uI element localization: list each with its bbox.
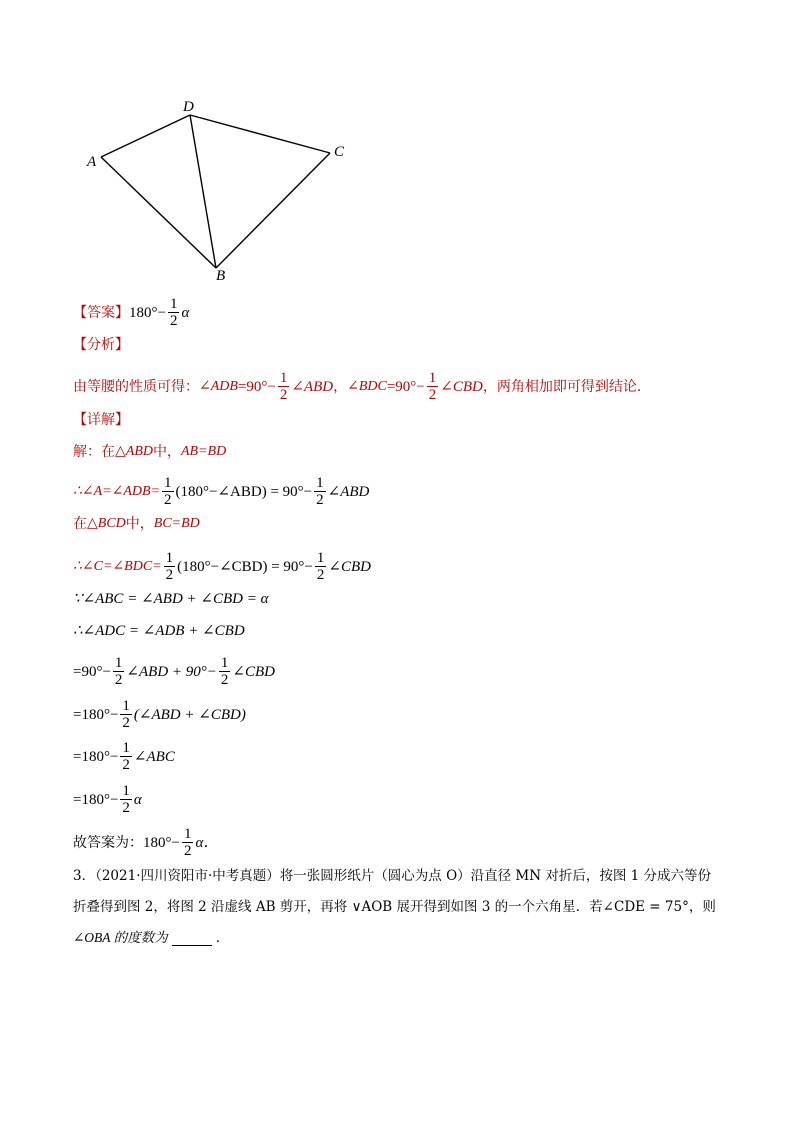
detail-line-4-angle: ∠CBD — [328, 558, 371, 575]
detail-line-8-fraction: $\frac{1}{2}$ — [122, 698, 130, 731]
detail-line-1: 解：在 △ABD 中， AB=BD — [73, 444, 227, 460]
detail-line-4-fraction: $\frac{1}{2}$ — [165, 550, 174, 583]
detail-line-7: =90°− $\frac{1}{2}$ ∠ABD + 90°− $\frac{1}{2}$ ∠CBD — [73, 655, 275, 688]
answer-alpha: α — [181, 304, 190, 321]
detail-final-fraction: $\frac{1}{2}$ — [183, 826, 192, 859]
answer-fraction: $\frac{1}{2}$ — [169, 296, 178, 329]
edge-AB — [101, 157, 216, 268]
detail-line-2-paren: (180°−∠ABD) = 90°− — [175, 483, 313, 500]
detail-line-10: =180°− $\frac{1}{2}$ α — [73, 783, 142, 816]
detail-line-2-fraction-b: $\frac{1}{2}$ — [316, 475, 324, 508]
analysis-line — [73, 370, 651, 403]
analysis-angle-cbd: ∠CBD — [440, 378, 483, 395]
detail-line-4 — [73, 550, 371, 583]
detail-line-5: ∵∠ABC = ∠ABD + ∠CBD = α — [73, 591, 269, 607]
detail-line-7-fraction-a: $\frac{1}{2}$ — [114, 655, 123, 688]
label-D: D — [183, 99, 194, 115]
analysis-angle-bdc: ∠BDC — [347, 378, 387, 394]
detail-line-8: =180°− $\frac{1}{2}$ (∠ABD + ∠CBD) — [73, 698, 246, 731]
detail-line-9: =180°− $\frac{1}{2}$ ∠ABC — [73, 740, 175, 773]
label-C: C — [334, 144, 345, 160]
analysis-fraction-2: $\frac{1}{2}$ — [428, 370, 437, 403]
detail-line-3: 在 △BCD 中， BC=BD — [73, 516, 200, 532]
answer-line — [73, 296, 189, 329]
analysis-sep: ， — [333, 378, 348, 395]
edge-CB — [216, 153, 330, 268]
analysis-text-2: ，两角相加即可得到结论． — [482, 378, 651, 395]
question-3-line-3: ∠OBA 的度数为 ． — [73, 930, 230, 946]
edge-DC — [190, 115, 330, 153]
detail-line-2-fraction: $\frac{1}{2}$ — [164, 475, 172, 508]
edge-AD — [101, 115, 190, 157]
detail-line-4-red: ∴∠C=∠BDC= — [73, 558, 162, 574]
detail-line-2-angle: ∠ABD — [327, 483, 370, 500]
detail-line-2-red: ∴∠A=∠ADB= — [73, 483, 161, 499]
detail-line-4-paren: (180°−∠CBD) = 90°− — [177, 558, 313, 575]
analysis-eq-1: =90°− — [237, 378, 276, 395]
analysis-eq-2: =90°− — [386, 378, 425, 395]
detail-line-7-fraction-b: $\frac{1}{2}$ — [220, 655, 229, 688]
label-A: A — [87, 154, 97, 170]
answer-blank[interactable] — [172, 931, 212, 946]
answer-tag: 【答案】 — [73, 304, 129, 321]
detail-tag: 【详解】 — [73, 412, 129, 428]
edge-DB — [190, 115, 216, 268]
analysis-angle-abd: ∠ABD — [291, 378, 334, 395]
detail-line-6: ∴∠ADC = ∠ADB + ∠CBD — [73, 623, 245, 639]
analysis-text-1: 由等腰的性质可得： — [73, 378, 199, 395]
analysis-fraction-1: $\frac{1}{2}$ — [279, 370, 288, 403]
detail-line-4-fraction-b: $\frac{1}{2}$ — [316, 550, 325, 583]
quadrilateral-diagram — [0, 0, 794, 290]
analysis-angle-adb: ∠ADB — [199, 378, 238, 394]
answer-prefix: 180°− — [129, 304, 166, 321]
detail-line-2 — [73, 475, 369, 508]
detail-line-9-fraction: $\frac{1}{2}$ — [122, 740, 130, 773]
analysis-tag: 【分析】 — [73, 337, 129, 353]
detail-line-10-fraction: $\frac{1}{2}$ — [122, 783, 130, 816]
label-B: B — [216, 268, 226, 284]
question-3-line-2: 折叠得到图 2，将图 2 沿虚线 AB 剪开，再将 ∨AOB 展开得到如图 3 的一个六角星．若∠CDE = 75°，则 — [73, 899, 716, 915]
detail-final: 故答案为： 180°− $\frac{1}{2}$ α． — [73, 826, 219, 859]
question-3-line-1: 3．（2021·四川资阳市·中考真题）将一张圆形纸片（圆心为点 O）沿直径 MN 对折后，按图 1 分成六等份 — [73, 868, 712, 884]
